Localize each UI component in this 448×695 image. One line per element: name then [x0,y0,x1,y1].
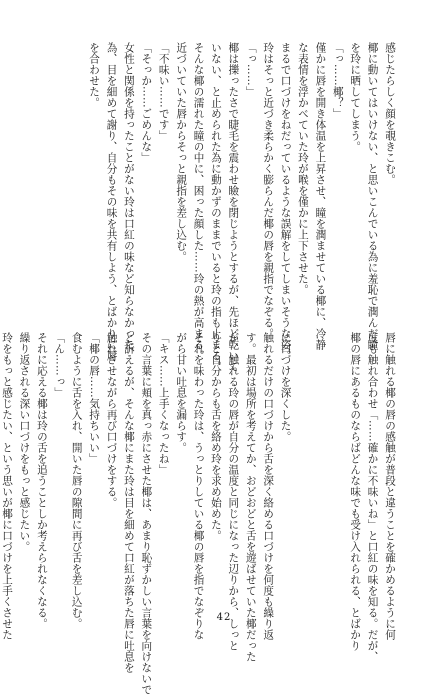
text-column: 「ん……っ」 [53,332,66,398]
text-column: を合わせた。 [88,42,101,108]
text-column: 「っ……」 [244,42,257,97]
text-column: 椰は擽ったさで睫毛を震わせ瞼を閉じようとするが、先ほど乾いて [227,42,240,372]
text-column: 為、目を細めて謝り、自分もその味を共有しよう、とばかりに唇 [105,42,118,361]
text-column: 触れさせながら再び口づけをする。 [105,332,118,508]
text-column: まるで口づけをねだっているような誤解をしてしまいそうな姿。 [279,42,292,361]
text-column: 椰の唇にあるものならばどんな味でも受け入れられる、とばかり [349,332,362,651]
text-column [294,332,311,582]
text-column: りと自分からも舌を絡め玲を求め始めた。 [209,332,222,541]
text-column: 「キス……上手くなったね」 [157,332,170,475]
text-column: いない、と止められた為に動かずのままでいると玲の指も止まる。 [209,42,222,372]
text-column [328,332,345,582]
text-column: な表情を浮かべていた玲が喉を僅かに上下させた。 [296,42,309,295]
text-column: 感じたらしく顔を覗きこむ。 [384,42,396,185]
text-column: が、触れる玲の唇が自分の温度と同じになった辺りから、しっと [227,332,240,651]
text-column: す。最初は場所を考えてか、おどおどと舌を遊ばせていた椰だった [244,332,257,662]
text-column: 「不味い……です」 [157,42,170,141]
text-column: 「そっか……ごめんな」 [140,42,153,163]
text-column: 玲をもっと感じたい、という思いが椰に口づけを上手くさせた [1,332,14,640]
text-column: そんな椰の濡れた瞳の中に、困った顔した……玲の熱が高まる。 [192,42,205,361]
text-column: 玲はそっと近づき柔らかく膨らんだ椰の唇を親指でなぞる。 [262,42,275,339]
text-column: その言葉に頬を真っ赤にさせた椰は、あまり恥ずかしい言葉を向けないで [140,332,153,695]
text-column: それを味わった玲は、うっとりしている椰の唇を指でなぞりな [192,332,205,640]
text-column: 近づいていた唇からそっと親指を差し込む。 [175,42,188,262]
text-column: 女性と関係を持ったことがない玲は口紅の味など知らなかった [122,42,135,350]
text-column: 「椰の唇……気持ちいい」 [88,332,101,464]
text-column: 触れるだけの口づけから舌を深く絡める口づけを何度も繰り返 [262,332,275,640]
text-column: 繰り返される深い口づけをもっと感じたい。 [18,332,31,552]
text-column: がら甘い吐息を漏らす。 [175,332,188,453]
text-column: 度も触れ合わせ「……確かに不味いね」と口紅の味を知る。だが、 [366,332,379,662]
upper-text-block [85,42,398,372]
text-column: を玲に晒してしまう。 [349,42,362,152]
text-column: 椰に動いてはいけない、と思いこんでいる為に羞恥で潤んだ瞳 [366,42,379,350]
text-column: それに応える椰は玲の舌を追うことしか考えられなくなる。 [35,332,48,629]
text-column: 「っ……椰？」 [331,42,344,119]
text-column: と訴えるが、そんな椰にまた玲は目を細めて口紅が落ちた唇に吐息を [122,332,135,673]
page-number: 42 [216,612,232,623]
text-column: 僅かに唇を開き体温を上昇させ、瞳を潤ませている椰に、冷静 [314,42,327,350]
text-column: に口づけを深くした。 [279,332,292,442]
text-column: 唇に触れる椰の唇の感触が普段と違うことを確かめるように何 [384,332,396,640]
text-column: 食むように舌を入れ、開いた唇の隙間に再び舌を差し込む。 [70,332,83,629]
text-column [311,332,328,582]
